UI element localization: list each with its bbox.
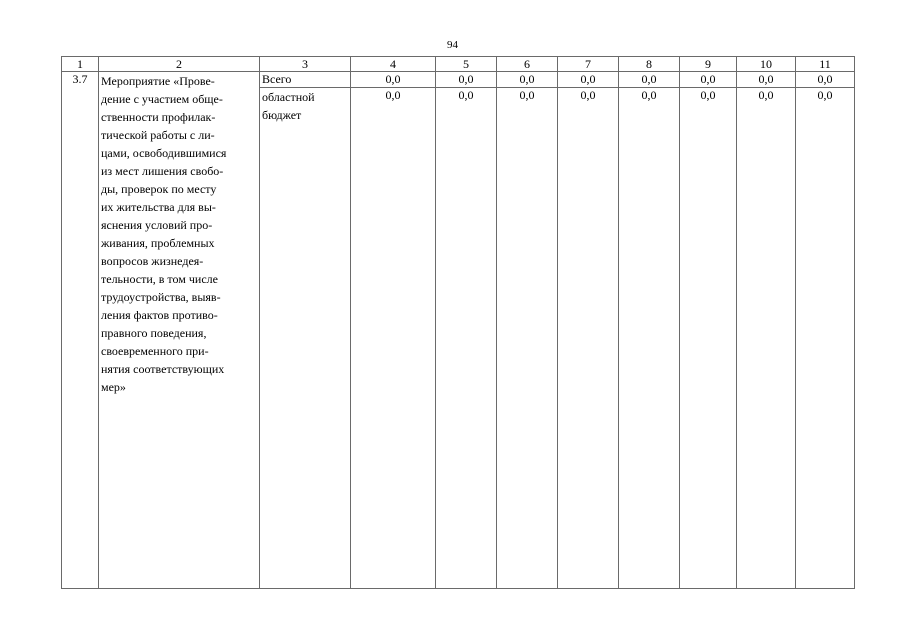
description-line: ления фактов противо- — [101, 308, 218, 322]
description-line: яснения условий про- — [101, 218, 213, 232]
value-cell: 0,0 — [680, 88, 737, 589]
row-number: 3.7 — [62, 72, 99, 589]
description-line: трудоустройства, выяв- — [101, 290, 221, 304]
description-line: их жительства для вы- — [101, 200, 216, 214]
funding-source-regional — [260, 88, 351, 589]
column-header: 7 — [558, 57, 619, 72]
value-cell: 0,0 — [436, 72, 497, 88]
column-header: 9 — [680, 57, 737, 72]
column-header: 2 — [99, 57, 260, 72]
page-number: 94 — [447, 39, 458, 51]
description-line: мер» — [101, 380, 126, 394]
description-line: дение с участием обще- — [101, 92, 223, 106]
value-cell: 0,0 — [351, 72, 436, 88]
column-number-row — [62, 57, 855, 72]
description-line: тической работы с ли- — [101, 128, 215, 142]
description-line: ды, проверок по месту — [101, 182, 217, 196]
column-header: 11 — [796, 57, 855, 72]
value-cell: 0,0 — [796, 88, 855, 589]
description-line: своевременного при- — [101, 344, 209, 358]
source-line: областной — [262, 90, 315, 104]
column-header: 8 — [619, 57, 680, 72]
funding-table — [61, 56, 855, 589]
column-header: 10 — [737, 57, 796, 72]
value-cell: 0,0 — [737, 88, 796, 589]
description-line: цами, освободившимися — [101, 146, 227, 160]
value-cell: 0,0 — [737, 72, 796, 88]
value-cell: 0,0 — [619, 88, 680, 589]
column-header: 6 — [497, 57, 558, 72]
measure-description — [99, 72, 260, 589]
value-cell: 0,0 — [351, 88, 436, 589]
description-line: вопросов жизнедея- — [101, 254, 204, 268]
description-line: Мероприятие «Прове- — [101, 74, 215, 88]
description-line: нятия соответствующих — [101, 362, 225, 376]
source-line: бюджет — [262, 108, 302, 122]
description-line: правного поведения, — [101, 326, 207, 340]
value-cell: 0,0 — [558, 72, 619, 88]
value-cell: 0,0 — [619, 72, 680, 88]
value-cell: 0,0 — [436, 88, 497, 589]
value-cell: 0,0 — [497, 88, 558, 589]
value-cell: 0,0 — [558, 88, 619, 589]
column-header: 4 — [351, 57, 436, 72]
column-header: 5 — [436, 57, 497, 72]
description-line: из мест лишения свобо- — [101, 164, 224, 178]
description-line: ственности профилак- — [101, 110, 216, 124]
description-line: тельности, в том числе — [101, 272, 218, 286]
description-line: живания, проблемных — [101, 236, 215, 250]
value-cell: 0,0 — [680, 72, 737, 88]
value-cell: 0,0 — [497, 72, 558, 88]
column-header: 1 — [62, 57, 99, 72]
funding-source-total: Всего — [260, 72, 351, 88]
table-row-total — [62, 72, 855, 88]
column-header: 3 — [260, 57, 351, 72]
value-cell: 0,0 — [796, 72, 855, 88]
